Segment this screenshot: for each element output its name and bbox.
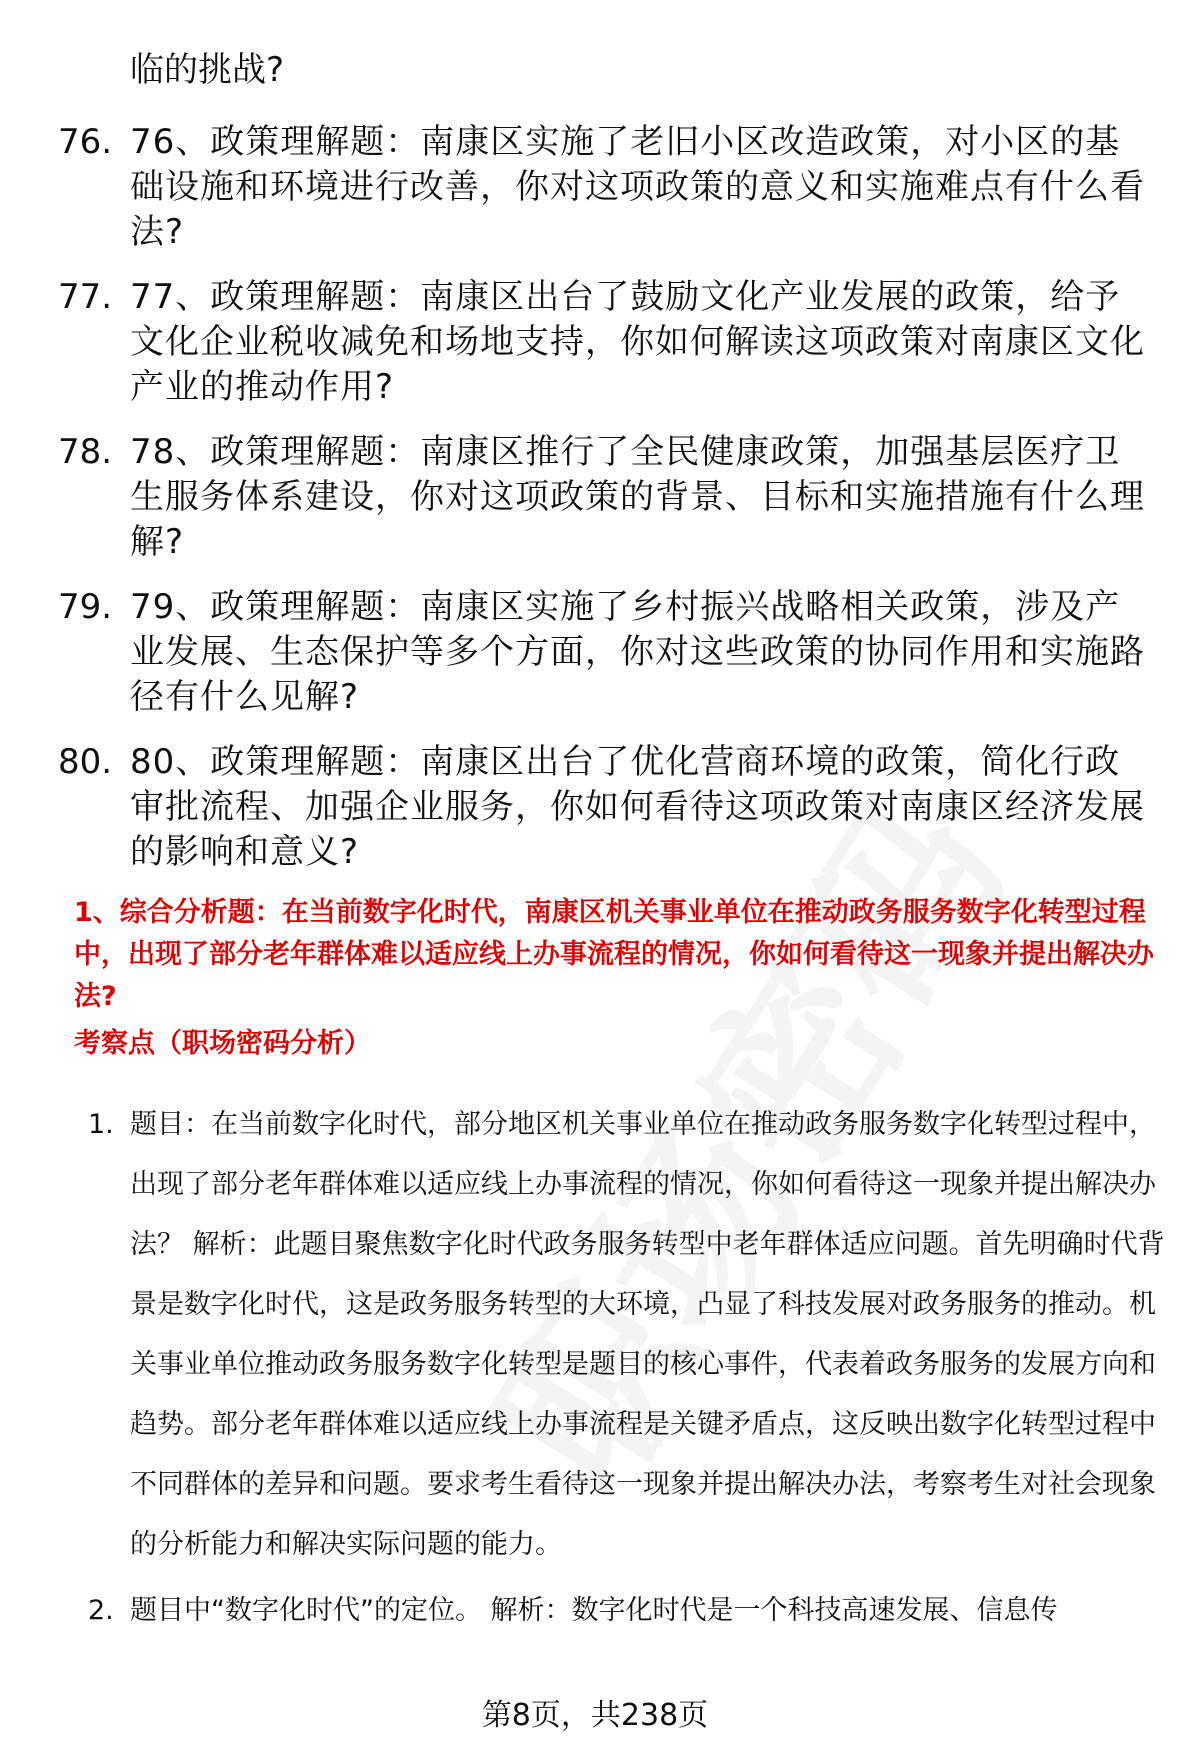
question-text: 77、政策理解题：南康区出台了鼓励文化产业发展的政策，给予文化企业税收减免和场地支持，你如何解读这项政策对南康区文化产业的推动作用? [130,277,1145,407]
list-item [0,120,1190,255]
section-title: 1、综合分析题：在当前数字化时代，南康区机关事业单位在推动政务服务数字化转型过程中，出现了部分老年群体难以适应线上办事流程的情况，你如何看待这一现象并提出解决办法? [74,897,1154,1012]
list-item [0,1095,1190,1575]
question-text: 78、政策理解题：南康区推行了全民健康政策，加强基层医疗卫生服务体系建设，你对这项政策的背景、目标和实施措施有什么理解? [130,432,1145,562]
list-item [0,275,1190,410]
analysis-text: 题目：在当前数字化时代，部分地区机关事业单位在推动政务服务数字化转型过程中，出现了部分老年群体难以适应线上办事流程的情况，你如何看待这一现象并提出解决办法？ 解析：此题目聚焦数字化时代政务服务转型中老年群体适应问题。首先明确时代背景是数字化时代，这是政务服务转型的大环境，凸显了科技发展对政务服务的推动。机关事业单位推动政务服务数字化转型是题目的核心事件，代表着政务服务的发展方向和趋势。部分老年群体难以适应线上办事流程是关键矛盾点，这反映出数字化转型过程中不同群体的差异和问题。要求考生看待这一现象并提出解决办法，考察考生对社会现象的分析能力和解决实际问题的能力。 [130,1109,1165,1560]
analysis-list [0,1095,1190,1647]
question-text: 79、政策理解题：南康区实施了乡村振兴战略相关政策，涉及产业发展、生态保护等多个方面，你对这些政策的协同作用和实施路径有什么见解? [130,587,1145,717]
analysis-text: 题目中“数字化时代”的定位。 解析：数字化时代是一个科技高速发展、信息传 [130,1595,1058,1626]
question-text: 76、政策理解题：南康区实施了老旧小区改造政策，对小区的基础设施和环境进行改善，你对这项政策的意义和实施难点有什么看法? [130,122,1145,252]
list-item [0,585,1190,720]
page-footer: 第8页，共238页 [481,1698,709,1733]
list-item [0,740,1190,875]
list-item [0,1581,1190,1641]
analysis-number: 2. [88,1595,114,1626]
question-number: 77. [58,277,113,317]
question-number: 78. [58,432,113,472]
list-item [0,430,1190,565]
question-text: 80、政策理解题：南康区出台了优化营商环境的政策，简化行政审批流程、加强企业服务，你如何看待这项政策对南康区经济发展的影响和意义? [130,742,1145,872]
section-subtitle: 考察点（职场密码分析） [74,1028,371,1059]
question-number: 80. [58,742,113,782]
question-number: 79. [58,587,113,627]
continued-question-text: 临的挑战? [130,50,285,90]
analysis-number: 1. [88,1109,114,1140]
question-list [0,120,1190,895]
question-number: 76. [58,122,113,162]
